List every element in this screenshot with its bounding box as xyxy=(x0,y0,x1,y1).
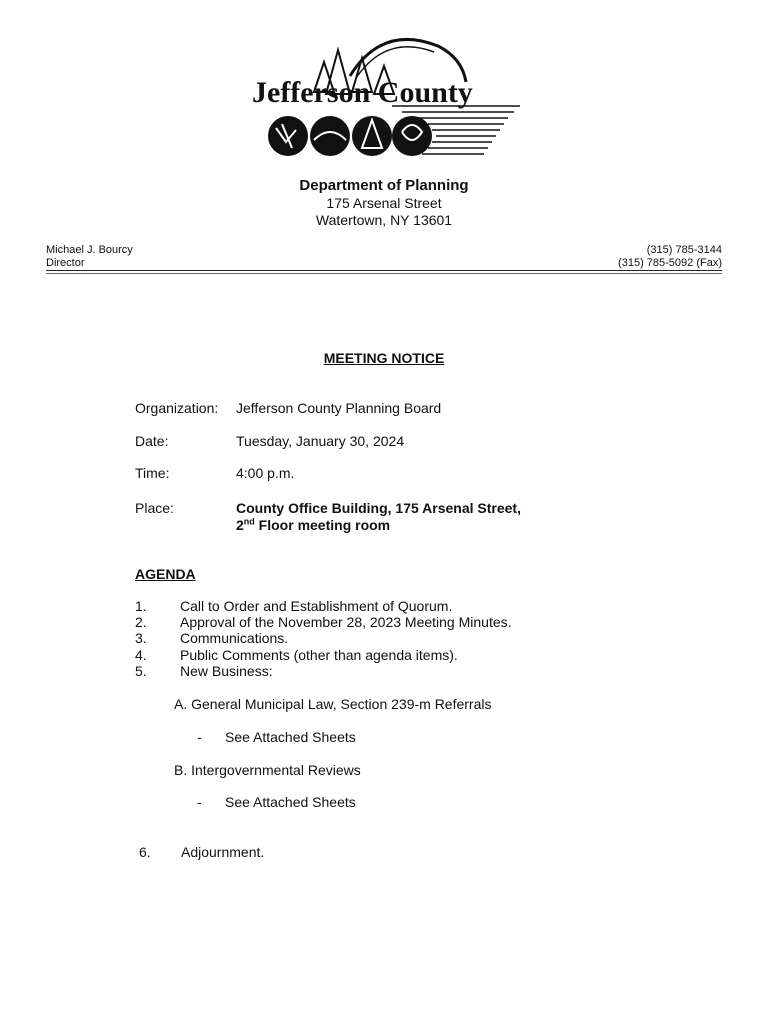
date-label: Date: xyxy=(135,433,169,449)
agenda-item-text: Public Comments (other than agenda items). xyxy=(180,647,458,663)
time-value: 4:00 p.m. xyxy=(236,465,295,481)
agenda-item-number: 2. xyxy=(135,614,147,630)
header-divider xyxy=(46,270,722,271)
sub-item-dash: - xyxy=(197,729,202,745)
agenda-item-text: Communications. xyxy=(180,630,289,646)
agenda-item-number: 3. xyxy=(135,630,147,646)
jefferson-county-logo xyxy=(252,32,524,164)
organization-label: Organization: xyxy=(135,400,219,416)
sub-item-note: See Attached Sheets xyxy=(225,729,356,745)
fax-number: (315) 785-5092 (Fax) xyxy=(618,257,722,269)
date-value: Tuesday, January 30, 2024 xyxy=(236,433,405,449)
agenda-heading: AGENDA xyxy=(135,566,196,582)
department-name: Department of Planning xyxy=(299,177,469,194)
place-floor-number: 2 xyxy=(236,517,244,533)
sub-item-label: A. General Municipal Law, Section 239-m Referrals xyxy=(174,696,492,712)
organization-value: Jefferson County Planning Board xyxy=(236,400,442,416)
place-line2 xyxy=(236,517,390,533)
director-title: Director xyxy=(46,257,85,269)
agenda-item-number: 4. xyxy=(135,647,147,663)
sub-item-label: B. Intergovernmental Reviews xyxy=(174,762,361,778)
time-label: Time: xyxy=(135,465,170,481)
place-label: Place: xyxy=(135,500,174,516)
agenda-item-text: Adjournment. xyxy=(181,844,265,860)
agenda-item-number: 6. xyxy=(139,844,151,860)
agenda-item-number: 5. xyxy=(135,663,147,679)
place-line1: County Office Building, 175 Arsenal Street, xyxy=(236,500,521,516)
department-address-line1: 175 Arsenal Street xyxy=(326,195,442,211)
sub-item-dash: - xyxy=(197,794,202,810)
header-divider-secondary xyxy=(46,273,722,274)
place-floor-rest: Floor meeting room xyxy=(254,517,391,533)
sub-item-note: See Attached Sheets xyxy=(225,794,356,810)
agenda-item-text: Approval of the November 28, 2023 Meeting Minutes. xyxy=(180,614,512,630)
logo-wordmark: Jefferson County xyxy=(252,76,473,109)
director-name: Michael J. Bourcy xyxy=(46,244,133,256)
notice-title: MEETING NOTICE xyxy=(323,350,445,366)
agenda-item-text: New Business: xyxy=(180,663,273,679)
agenda-item-number: 1. xyxy=(135,598,147,614)
phone-number: (315) 785-3144 xyxy=(646,244,722,256)
agenda-item-text: Call to Order and Establishment of Quorum. xyxy=(180,598,453,614)
place-floor-suffix: nd xyxy=(243,516,255,527)
department-address-line2: Watertown, NY 13601 xyxy=(315,212,453,228)
